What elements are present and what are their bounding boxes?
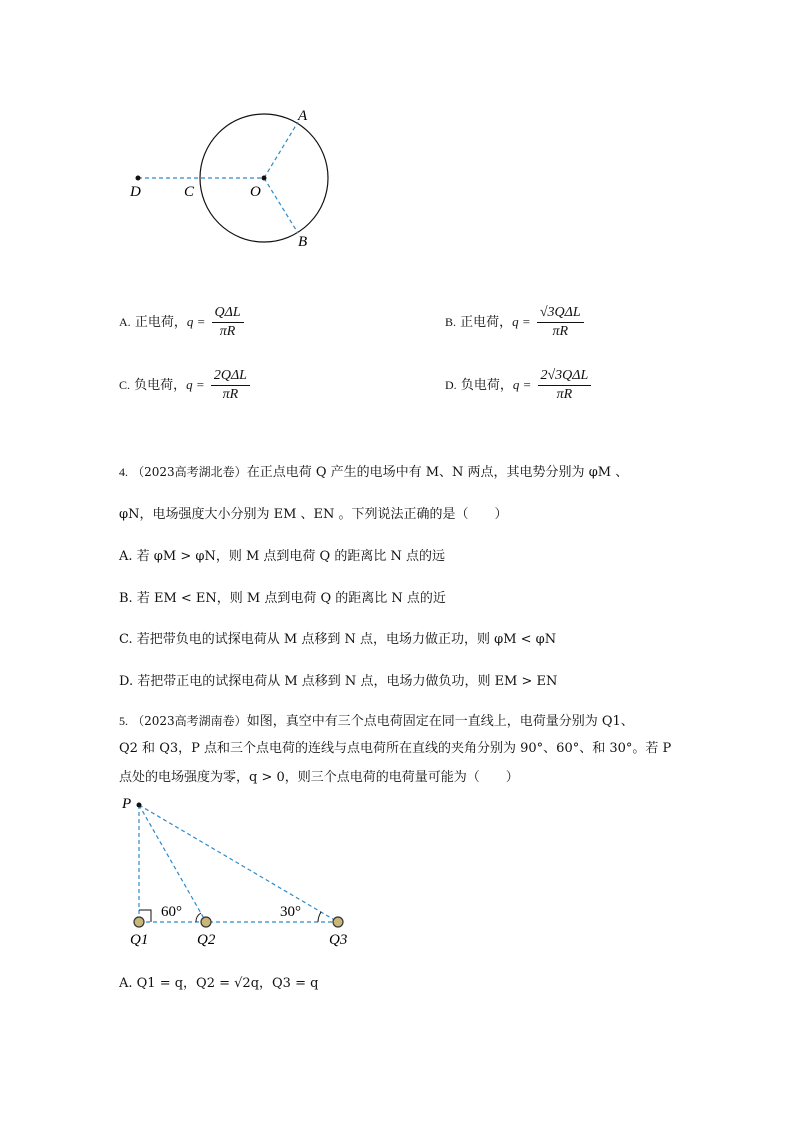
option-letter: A. [119,315,131,329]
q3-option-c[interactable] [119,368,252,403]
charge-q1 [134,917,144,927]
label-b: B [298,234,308,250]
fraction [537,305,584,340]
label-c: C [184,184,195,200]
q5-text2: Q2 和 Q3，P 点和三个点电荷的连线与点电荷所在直线的夹角分别为 90°、60°、和 30°。若 P [119,741,672,756]
numerator: QΔL [212,305,244,323]
triangle-diagram [118,792,368,957]
option-text: 负电荷， [460,378,513,393]
angle-60-arc [196,913,201,922]
fraction [211,368,250,403]
option-lhs: q = [512,377,532,392]
q5-line2 [119,737,671,756]
label-d: D [130,184,141,200]
label-q1: Q1 [130,932,149,948]
q5-text1: 如图，真空中有三个点电荷固定在同一直线上，电荷量分别为 Q1、 [246,714,634,729]
option-text: A. Q1 = q，Q2 = √2q，Q3 = q [119,976,319,991]
q4-option-c[interactable] [119,628,556,647]
option-text: 负电荷， [134,378,187,393]
option-letter: D. [445,378,457,392]
q5-number: 5. [119,714,128,728]
point-o [262,176,267,181]
label-q2: Q2 [197,932,216,948]
q5-line3 [119,766,519,785]
denominator: πR [219,324,236,339]
fraction [212,305,244,340]
label-60: 60° [161,904,182,920]
option-letter: B. [445,315,457,329]
q4-source: （2023高考湖北卷） [132,465,247,479]
fraction [538,368,592,403]
label-o: O [250,184,261,200]
numerator: √3QΔL [537,305,584,323]
denominator: πR [222,387,239,402]
dashed-line-ob [264,178,298,233]
q4-stem-line2 [119,503,508,522]
dashed-line-oa [264,122,298,178]
q4-option-a[interactable] [119,545,445,564]
q5-line1 [119,710,634,729]
point-p [137,803,142,808]
label-30: 30° [280,904,301,920]
q4-stem2: φN，电场强度大小分别为 EM 、EN 。下列说法正确的是（ ） [119,507,508,522]
denominator: πR [556,387,573,402]
q3-option-d[interactable] [445,368,593,403]
option-lhs: q = [186,377,205,392]
charge-q3 [333,917,343,927]
label-a: A [298,108,308,124]
option-lhs: q = [512,314,531,329]
option-letter: C. [119,378,131,392]
circle-diagram [120,100,350,260]
q3-option-a[interactable] [119,305,246,340]
option-text: 正电荷， [460,315,513,330]
label-q3: Q3 [329,932,348,948]
option-text: B. 若 EM < EN，则 M 点到电荷 Q 的距离比 N 点的近 [119,591,446,606]
q4-stem1: 在正点电荷 Q 产生的电场中有 M、N 两点，其电势分别为 φM 、 [246,465,629,480]
q3-option-b[interactable] [445,305,586,340]
charge-q2 [201,917,211,927]
numerator: 2QΔL [211,368,250,386]
q5-text3: 点处的电场强度为零，q > 0，则三个点电荷的电荷量可能为（ ） [119,770,519,785]
option-text: A. 若 φM > φN，则 M 点到电荷 Q 的距离比 N 点的远 [119,549,445,564]
option-text: 正电荷， [134,315,187,330]
denominator: πR [552,324,569,339]
q5-option-a[interactable] [119,972,318,991]
option-lhs: q = [186,314,206,329]
angle-30-arc [318,912,321,922]
label-p: P [122,796,132,812]
numerator: 2√3QΔL [538,368,592,386]
option-text: D. 若把带正电的试探电荷从 M 点移到 N 点，电场力做负功，则 EM > EN [119,674,558,689]
q5-source: （2023高考湖南卷） [132,714,247,728]
point-d [136,176,141,181]
q4-option-b[interactable] [119,587,446,606]
q4-option-d[interactable] [119,670,557,689]
option-text: C. 若把带负电的试探电荷从 M 点移到 N 点，电场力做正功，则 φM < φN [119,632,557,647]
q4-number: 4. [119,465,128,479]
q4-stem-line1 [119,461,628,480]
